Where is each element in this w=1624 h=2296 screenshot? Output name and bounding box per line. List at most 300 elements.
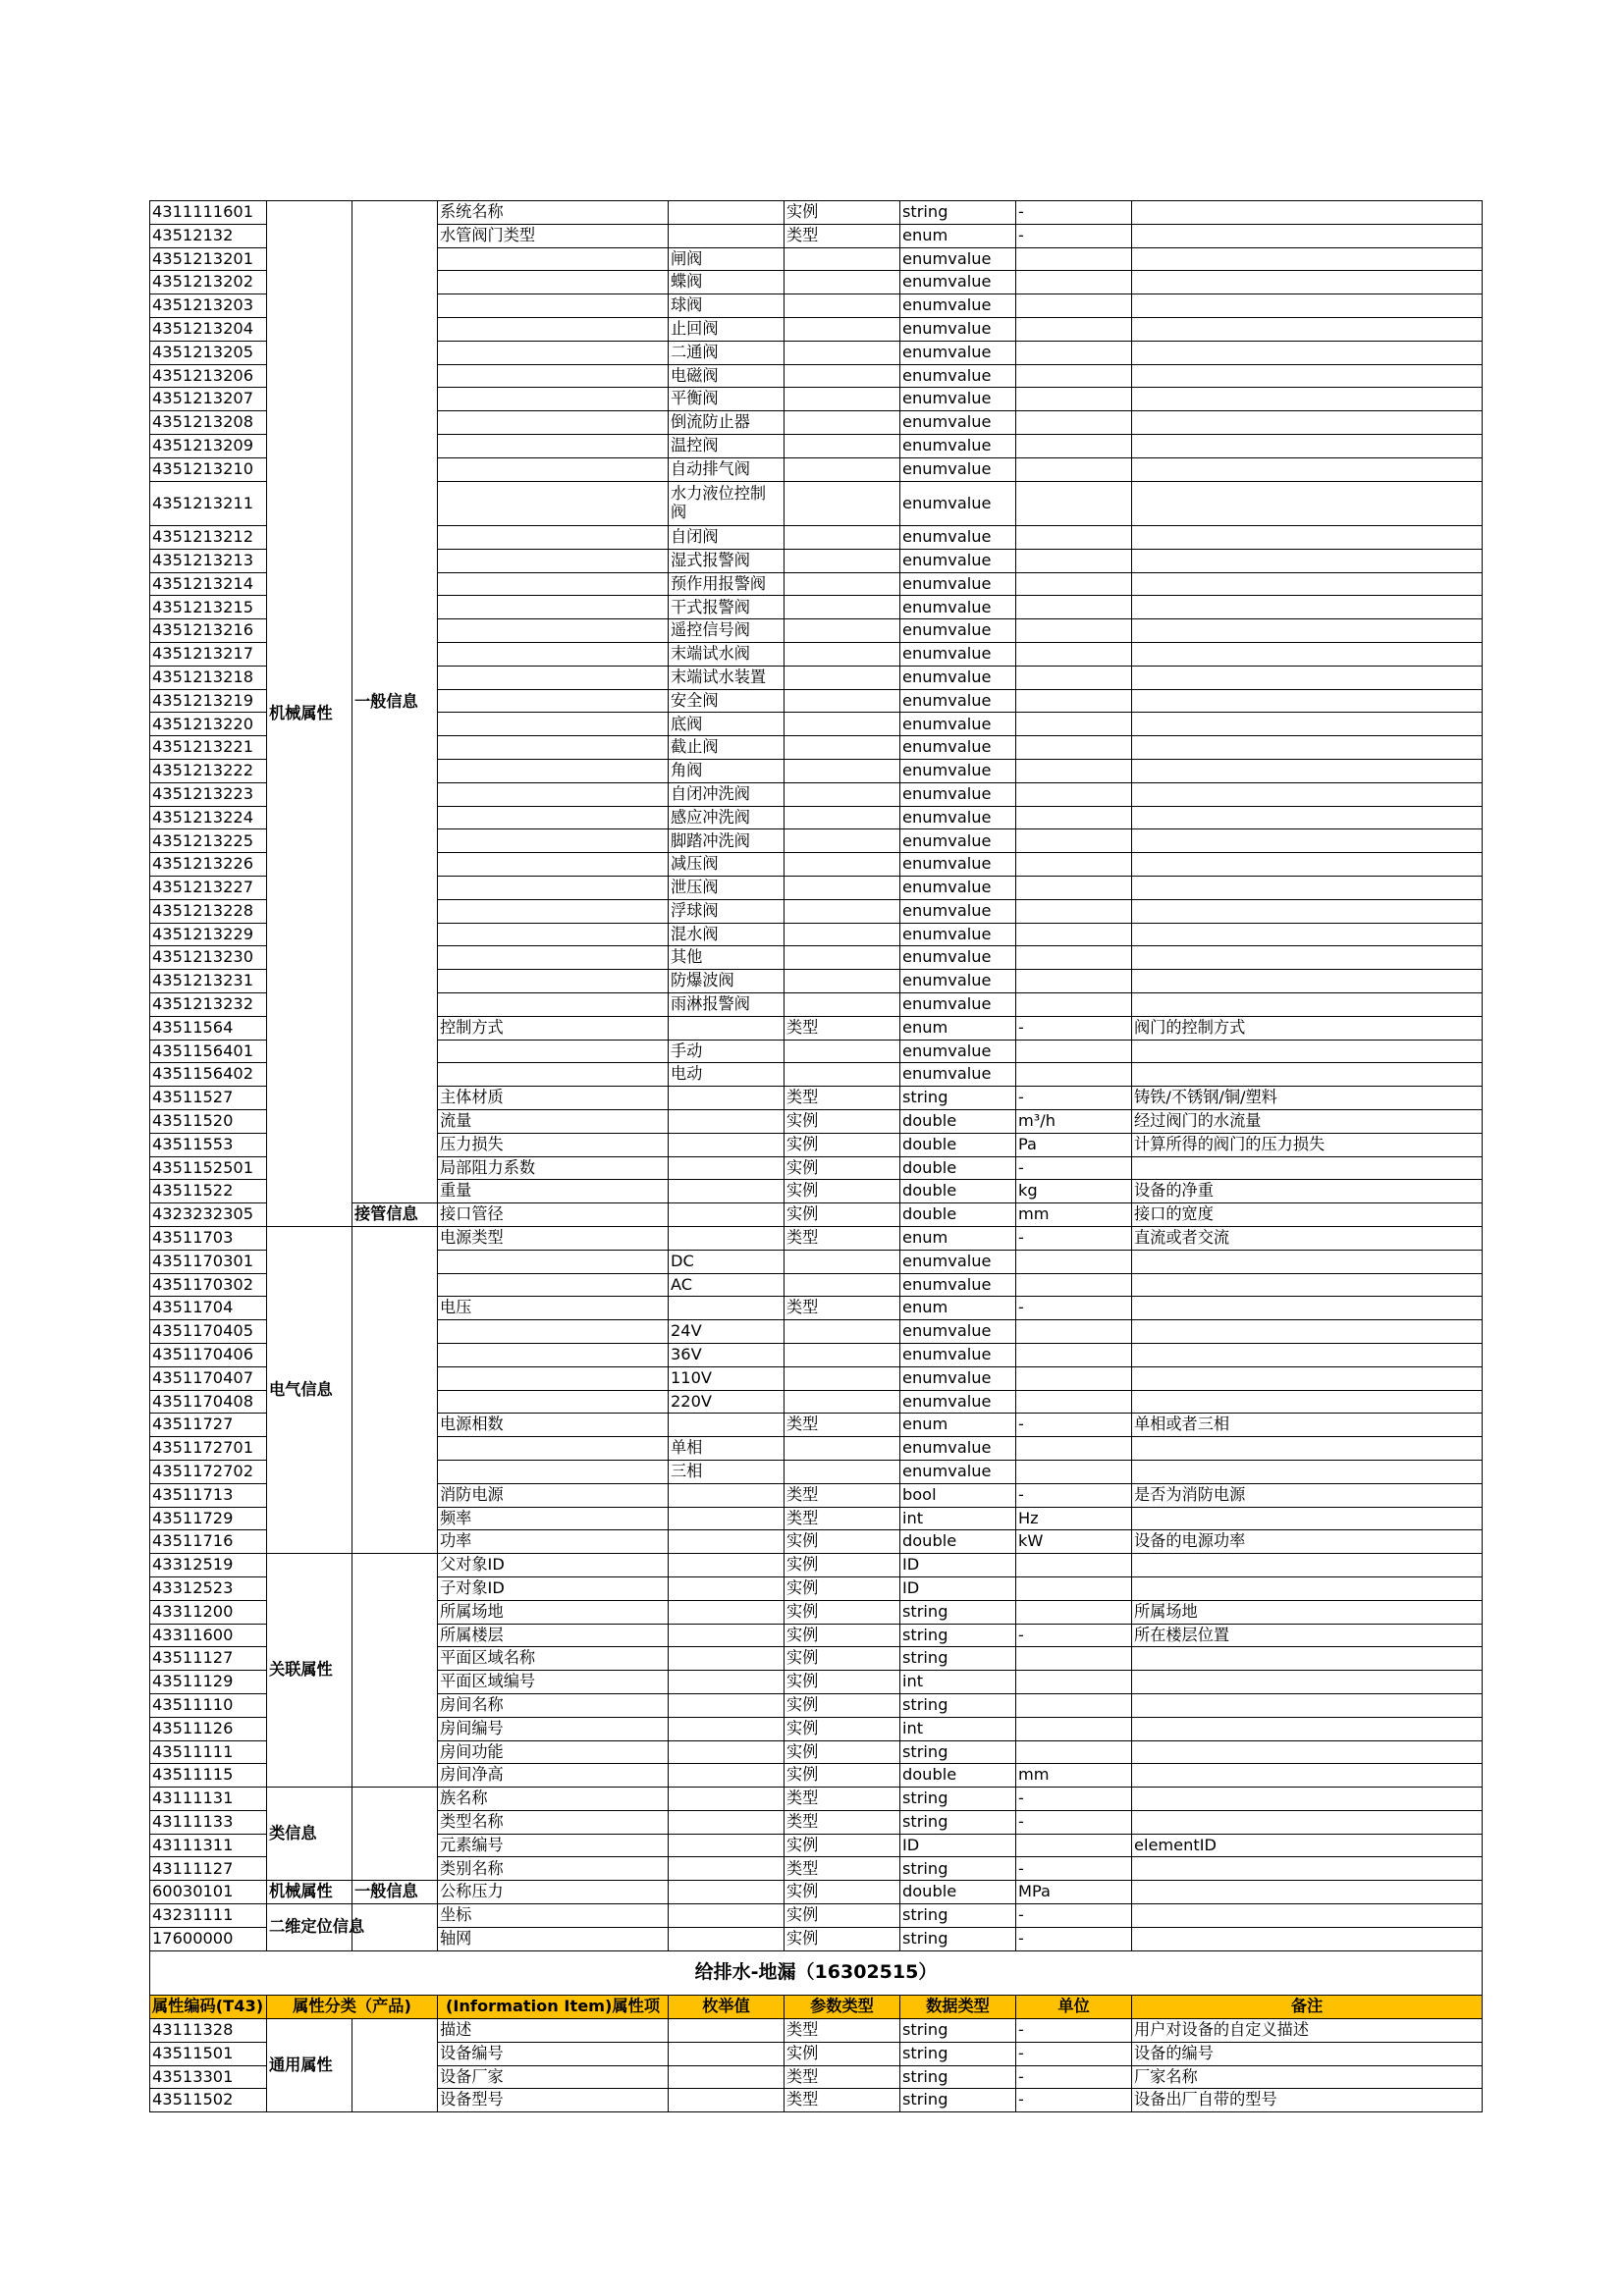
cell-cat1: 通用属性 xyxy=(267,2018,352,2111)
cell-param xyxy=(785,271,900,294)
table-row xyxy=(150,1226,1483,1250)
cell-dtype: ID xyxy=(900,1554,1016,1577)
cell-cat2: 一般信息 xyxy=(352,201,438,1203)
table-row xyxy=(150,1788,1483,1811)
cell-enum xyxy=(669,2065,785,2089)
attribute-table-body xyxy=(150,201,1483,2112)
cell-param: 实例 xyxy=(785,2042,900,2065)
cell-note xyxy=(1132,388,1483,411)
cell-item: 类型名称 xyxy=(438,1810,669,1834)
cell-item: 所属楼层 xyxy=(438,1624,669,1647)
cell-enum xyxy=(669,224,785,247)
cell-note xyxy=(1132,294,1483,318)
cell-enum: 球阀 xyxy=(669,294,785,318)
cell-code: 43511713 xyxy=(150,1483,267,1507)
cell-note xyxy=(1132,1857,1483,1881)
cell-param xyxy=(785,993,900,1017)
cell-enum: 脚踏冲洗阀 xyxy=(669,829,785,853)
cell-dtype: string xyxy=(900,1904,1016,1928)
cell-unit xyxy=(1016,853,1132,877)
cell-unit xyxy=(1016,596,1132,619)
cell-code: 4351213232 xyxy=(150,993,267,1017)
cell-item xyxy=(438,457,669,481)
cell-code: 43511501 xyxy=(150,2042,267,2065)
cell-code: 4351213228 xyxy=(150,899,267,923)
cell-item xyxy=(438,526,669,550)
cell-dtype: enumvalue xyxy=(900,1320,1016,1344)
cell-enum xyxy=(669,1647,785,1671)
cell-code: 60030101 xyxy=(150,1881,267,1904)
cell-unit: - xyxy=(1016,2042,1132,2065)
cell-item xyxy=(438,1040,669,1063)
cell-unit xyxy=(1016,619,1132,643)
cell-note xyxy=(1132,1647,1483,1671)
cell-dtype: enum xyxy=(900,1414,1016,1437)
cell-note xyxy=(1132,713,1483,736)
cell-param xyxy=(785,1460,900,1483)
cell-param xyxy=(785,1366,900,1390)
cell-enum: 二通阀 xyxy=(669,341,785,364)
cell-dtype: string xyxy=(900,2065,1016,2089)
cell-enum: 雨淋报警阀 xyxy=(669,993,785,1017)
cell-item xyxy=(438,643,669,667)
cell-note: 接口的宽度 xyxy=(1132,1203,1483,1227)
cell-param xyxy=(785,457,900,481)
cell-dtype: enumvalue xyxy=(900,736,1016,760)
cell-code: 43111127 xyxy=(150,1857,267,1881)
cell-param xyxy=(785,946,900,970)
cell-item xyxy=(438,317,669,341)
cell-item xyxy=(438,946,669,970)
cell-item xyxy=(438,899,669,923)
cell-code: 4351170302 xyxy=(150,1273,267,1297)
cell-param: 实例 xyxy=(785,1927,900,1950)
cell-enum: 自动排气阀 xyxy=(669,457,785,481)
cell-code: 4351213208 xyxy=(150,411,267,435)
cell-dtype: int xyxy=(900,1671,1016,1694)
cell-note xyxy=(1132,1273,1483,1297)
cell-param xyxy=(785,760,900,783)
cell-param: 实例 xyxy=(785,1671,900,1694)
cell-dtype: string xyxy=(900,1087,1016,1110)
cell-unit: - xyxy=(1016,1016,1132,1040)
cell-dtype: enumvalue xyxy=(900,596,1016,619)
cell-enum: 湿式报警阀 xyxy=(669,549,785,572)
cell-dtype: enumvalue xyxy=(900,388,1016,411)
cell-code: 43511502 xyxy=(150,2089,267,2112)
cell-code: 4351213220 xyxy=(150,713,267,736)
cell-item: 设备型号 xyxy=(438,2089,669,2112)
cell-item xyxy=(438,877,669,900)
cell-enum: 单相 xyxy=(669,1437,785,1461)
cell-note: 设备的电源功率 xyxy=(1132,1530,1483,1554)
cell-cat2: 接管信息 xyxy=(352,1203,438,1227)
cell-code: 4351213216 xyxy=(150,619,267,643)
cell-unit xyxy=(1016,993,1132,1017)
cell-unit xyxy=(1016,970,1132,993)
cell-enum xyxy=(669,1156,785,1180)
section-title: 给排水-地漏（16302515） xyxy=(150,1950,1483,1996)
cell-item xyxy=(438,364,669,388)
cell-item xyxy=(438,1390,669,1414)
cell-enum: 水力液位控制阀 xyxy=(669,481,785,526)
cell-note xyxy=(1132,1740,1483,1764)
cell-note: 设备的编号 xyxy=(1132,2042,1483,2065)
cell-enum xyxy=(669,2089,785,2112)
cell-cat1: 二维定位信息 xyxy=(267,1904,352,1951)
cell-enum: 干式报警阀 xyxy=(669,596,785,619)
cell-cat1: 机械属性 xyxy=(267,1881,352,1904)
cell-param: 类型 xyxy=(785,1857,900,1881)
cell-dtype: int xyxy=(900,1507,1016,1530)
cell-code: 43312519 xyxy=(150,1554,267,1577)
cell-note xyxy=(1132,317,1483,341)
cell-item: 系统名称 xyxy=(438,201,669,225)
cell-dtype: string xyxy=(900,1810,1016,1834)
cell-code: 43111131 xyxy=(150,1788,267,1811)
cell-enum: 倒流防止器 xyxy=(669,411,785,435)
cell-param: 实例 xyxy=(785,1156,900,1180)
cell-dtype: enumvalue xyxy=(900,549,1016,572)
cell-param: 类型 xyxy=(785,1483,900,1507)
cell-code: 4351213211 xyxy=(150,481,267,526)
cell-unit xyxy=(1016,736,1132,760)
column-header: 属性编码(T43) xyxy=(150,1996,267,2019)
cell-note xyxy=(1132,1927,1483,1950)
cell-dtype: double xyxy=(900,1156,1016,1180)
cell-unit xyxy=(1016,572,1132,596)
cell-item xyxy=(438,1437,669,1461)
cell-enum xyxy=(669,2018,785,2042)
cell-note xyxy=(1132,1810,1483,1834)
cell-param xyxy=(785,434,900,457)
cell-param xyxy=(785,970,900,993)
cell-param xyxy=(785,1343,900,1366)
cell-dtype: enumvalue xyxy=(900,411,1016,435)
cell-code: 43111133 xyxy=(150,1810,267,1834)
cell-dtype: enumvalue xyxy=(900,457,1016,481)
cell-code: 4351213217 xyxy=(150,643,267,667)
cell-dtype: enumvalue xyxy=(900,364,1016,388)
cell-cat2: 一般信息 xyxy=(352,1881,438,1904)
cell-item: 所属场地 xyxy=(438,1600,669,1624)
cell-unit xyxy=(1016,782,1132,806)
cell-enum xyxy=(669,1810,785,1834)
cell-enum: 泄压阀 xyxy=(669,877,785,900)
cell-dtype: enumvalue xyxy=(900,619,1016,643)
cell-param: 实例 xyxy=(785,1904,900,1928)
cell-dtype: double xyxy=(900,1109,1016,1133)
cell-item: 消防电源 xyxy=(438,1483,669,1507)
cell-item: 房间名称 xyxy=(438,1693,669,1717)
cell-enum: 止回阀 xyxy=(669,317,785,341)
cell-param: 类型 xyxy=(785,1297,900,1320)
cell-enum: 36V xyxy=(669,1343,785,1366)
table-row xyxy=(150,1881,1483,1904)
cell-param: 类型 xyxy=(785,1226,900,1250)
cell-item: 平面区域名称 xyxy=(438,1647,669,1671)
cell-param: 类型 xyxy=(785,2089,900,2112)
cell-cat2 xyxy=(352,2018,438,2111)
cell-note xyxy=(1132,643,1483,667)
cell-enum xyxy=(669,1133,785,1156)
cell-enum: AC xyxy=(669,1273,785,1297)
cell-unit xyxy=(1016,364,1132,388)
cell-item: 元素编号 xyxy=(438,1834,669,1857)
cell-enum xyxy=(669,1483,785,1507)
cell-unit xyxy=(1016,526,1132,550)
cell-enum: 24V xyxy=(669,1320,785,1344)
cell-code: 4351213222 xyxy=(150,760,267,783)
cell-unit xyxy=(1016,1273,1132,1297)
cell-param: 类型 xyxy=(785,1810,900,1834)
cell-item: 子对象ID xyxy=(438,1576,669,1600)
cell-unit xyxy=(1016,1647,1132,1671)
cell-enum xyxy=(669,1507,785,1530)
cell-unit xyxy=(1016,434,1132,457)
cell-param: 类型 xyxy=(785,1016,900,1040)
cell-item xyxy=(438,596,669,619)
cell-dtype: enum xyxy=(900,224,1016,247)
cell-item: 设备厂家 xyxy=(438,2065,669,2089)
cell-note xyxy=(1132,271,1483,294)
cell-unit xyxy=(1016,457,1132,481)
cell-code: 4351213214 xyxy=(150,572,267,596)
cell-dtype: enumvalue xyxy=(900,666,1016,689)
cell-param: 实例 xyxy=(785,1554,900,1577)
cell-dtype: string xyxy=(900,1600,1016,1624)
cell-enum xyxy=(669,201,785,225)
cell-code: 43311200 xyxy=(150,1600,267,1624)
cell-enum xyxy=(669,1414,785,1437)
cell-note xyxy=(1132,853,1483,877)
cell-item xyxy=(438,1366,669,1390)
cell-enum xyxy=(669,1109,785,1133)
cell-code: 4351152501 xyxy=(150,1156,267,1180)
cell-code: 4323232305 xyxy=(150,1203,267,1227)
cell-dtype: enum xyxy=(900,1016,1016,1040)
cell-item: 控制方式 xyxy=(438,1016,669,1040)
cell-item: 频率 xyxy=(438,1507,669,1530)
cell-param xyxy=(785,853,900,877)
cell-dtype: enumvalue xyxy=(900,271,1016,294)
cell-code: 43311600 xyxy=(150,1624,267,1647)
cell-param xyxy=(785,1320,900,1344)
cell-item xyxy=(438,689,669,713)
cell-note xyxy=(1132,1671,1483,1694)
cell-cat1: 类信息 xyxy=(267,1788,352,1881)
cell-enum: 遥控信号阀 xyxy=(669,619,785,643)
cell-param xyxy=(785,364,900,388)
cell-note: 铸铁/不锈钢/铜/塑料 xyxy=(1132,1087,1483,1110)
table-row xyxy=(150,201,1483,225)
cell-enum xyxy=(669,1881,785,1904)
cell-dtype: enumvalue xyxy=(900,713,1016,736)
cell-dtype: string xyxy=(900,1857,1016,1881)
cell-code: 43511527 xyxy=(150,1087,267,1110)
cell-code: 43511727 xyxy=(150,1414,267,1437)
cell-code: 4351213218 xyxy=(150,666,267,689)
cell-item: 坐标 xyxy=(438,1904,669,1928)
cell-note xyxy=(1132,666,1483,689)
cell-enum: 三相 xyxy=(669,1460,785,1483)
cell-item: 水管阀门类型 xyxy=(438,224,669,247)
cell-enum: 闸阀 xyxy=(669,247,785,271)
column-header: 属性分类（产品) xyxy=(267,1996,438,2019)
cell-param xyxy=(785,572,900,596)
cell-unit xyxy=(1016,1063,1132,1087)
cell-dtype: double xyxy=(900,1133,1016,1156)
cell-code: 4351213204 xyxy=(150,317,267,341)
cell-note xyxy=(1132,923,1483,946)
cell-dtype: string xyxy=(900,1624,1016,1647)
cell-enum xyxy=(669,1016,785,1040)
cell-dtype: enumvalue xyxy=(900,806,1016,829)
cell-unit: - xyxy=(1016,1788,1132,1811)
cell-enum: 蝶阀 xyxy=(669,271,785,294)
cell-unit: - xyxy=(1016,1857,1132,1881)
cell-param xyxy=(785,689,900,713)
cell-code: 4351213229 xyxy=(150,923,267,946)
cell-item: 设备编号 xyxy=(438,2042,669,2065)
cell-param: 实例 xyxy=(785,1647,900,1671)
cell-item xyxy=(438,970,669,993)
cell-code: 4351213225 xyxy=(150,829,267,853)
cell-code: 4351170405 xyxy=(150,1320,267,1344)
cell-param: 类型 xyxy=(785,1414,900,1437)
cell-code: 43511129 xyxy=(150,1671,267,1694)
cell-dtype: enumvalue xyxy=(900,899,1016,923)
cell-item: 电压 xyxy=(438,1297,669,1320)
cell-code: 43511716 xyxy=(150,1530,267,1554)
cell-code: 4351170406 xyxy=(150,1343,267,1366)
cell-dtype: enumvalue xyxy=(900,1437,1016,1461)
cell-unit xyxy=(1016,1320,1132,1344)
cell-enum: 220V xyxy=(669,1390,785,1414)
cell-dtype: enumvalue xyxy=(900,1250,1016,1273)
cell-code: 4351170408 xyxy=(150,1390,267,1414)
spreadsheet xyxy=(149,200,1482,2112)
cell-code: 43312523 xyxy=(150,1576,267,1600)
cell-unit xyxy=(1016,806,1132,829)
cell-code: 43512132 xyxy=(150,224,267,247)
cell-item: 功率 xyxy=(438,1530,669,1554)
cell-item xyxy=(438,736,669,760)
cell-item: 房间编号 xyxy=(438,1717,669,1740)
cell-note xyxy=(1132,760,1483,783)
cell-enum xyxy=(669,1927,785,1950)
cell-enum xyxy=(669,1693,785,1717)
cell-unit xyxy=(1016,388,1132,411)
cell-param: 实例 xyxy=(785,1576,900,1600)
cell-note xyxy=(1132,1693,1483,1717)
cell-dtype: double xyxy=(900,1881,1016,1904)
cell-item xyxy=(438,1273,669,1297)
cell-code: 4351213209 xyxy=(150,434,267,457)
cell-unit xyxy=(1016,1460,1132,1483)
cell-dtype: enumvalue xyxy=(900,294,1016,318)
cell-dtype: enumvalue xyxy=(900,1273,1016,1297)
cell-enum: 平衡阀 xyxy=(669,388,785,411)
cell-code: 4351213230 xyxy=(150,946,267,970)
cell-cat2 xyxy=(352,1904,438,1951)
table-row xyxy=(150,1904,1483,1928)
column-header: 枚举值 xyxy=(669,1996,785,2019)
cell-enum xyxy=(669,1834,785,1857)
cell-unit: mm xyxy=(1016,1764,1132,1788)
column-header: 参数类型 xyxy=(785,1996,900,2019)
cell-unit xyxy=(1016,946,1132,970)
cell-unit xyxy=(1016,341,1132,364)
cell-code: 4351213201 xyxy=(150,247,267,271)
cell-code: 4351213231 xyxy=(150,970,267,993)
cell-dtype: string xyxy=(900,1693,1016,1717)
cell-note xyxy=(1132,411,1483,435)
cell-param xyxy=(785,806,900,829)
cell-note xyxy=(1132,829,1483,853)
cell-unit xyxy=(1016,899,1132,923)
cell-code: 4351213212 xyxy=(150,526,267,550)
cell-unit xyxy=(1016,666,1132,689)
cell-unit xyxy=(1016,1343,1132,1366)
cell-unit xyxy=(1016,317,1132,341)
cell-dtype: string xyxy=(900,1927,1016,1950)
cell-dtype: enumvalue xyxy=(900,247,1016,271)
cell-note xyxy=(1132,1063,1483,1087)
cell-note xyxy=(1132,899,1483,923)
cell-unit xyxy=(1016,481,1132,526)
cell-note xyxy=(1132,1366,1483,1390)
cell-param xyxy=(785,317,900,341)
cell-note xyxy=(1132,736,1483,760)
cell-code: 17600000 xyxy=(150,1927,267,1950)
cell-enum: 底阀 xyxy=(669,713,785,736)
cell-unit: Hz xyxy=(1016,1507,1132,1530)
cell-item xyxy=(438,829,669,853)
cell-dtype: enumvalue xyxy=(900,434,1016,457)
cell-note xyxy=(1132,782,1483,806)
cell-dtype: enumvalue xyxy=(900,317,1016,341)
cell-item: 局部阻力系数 xyxy=(438,1156,669,1180)
cell-note xyxy=(1132,1717,1483,1740)
cell-note xyxy=(1132,1320,1483,1344)
cell-dtype: enumvalue xyxy=(900,1460,1016,1483)
cell-enum xyxy=(669,1904,785,1928)
cell-param: 类型 xyxy=(785,2018,900,2042)
cell-unit: - xyxy=(1016,1483,1132,1507)
cell-enum: 末端试水阀 xyxy=(669,643,785,667)
cell-code: 43513301 xyxy=(150,2065,267,2089)
cell-note xyxy=(1132,619,1483,643)
cell-code: 43511127 xyxy=(150,1647,267,1671)
cell-param: 类型 xyxy=(785,1507,900,1530)
cell-code: 43511115 xyxy=(150,1764,267,1788)
cell-unit xyxy=(1016,1437,1132,1461)
cell-note xyxy=(1132,1343,1483,1366)
cell-param xyxy=(785,388,900,411)
cell-item xyxy=(438,806,669,829)
cell-code: 4351213210 xyxy=(150,457,267,481)
cell-enum xyxy=(669,1297,785,1320)
cell-unit xyxy=(1016,271,1132,294)
cell-unit xyxy=(1016,1366,1132,1390)
cell-unit xyxy=(1016,1600,1132,1624)
cell-note xyxy=(1132,224,1483,247)
cell-note xyxy=(1132,1764,1483,1788)
cell-dtype: string xyxy=(900,2042,1016,2065)
cell-unit xyxy=(1016,294,1132,318)
cell-note xyxy=(1132,877,1483,900)
